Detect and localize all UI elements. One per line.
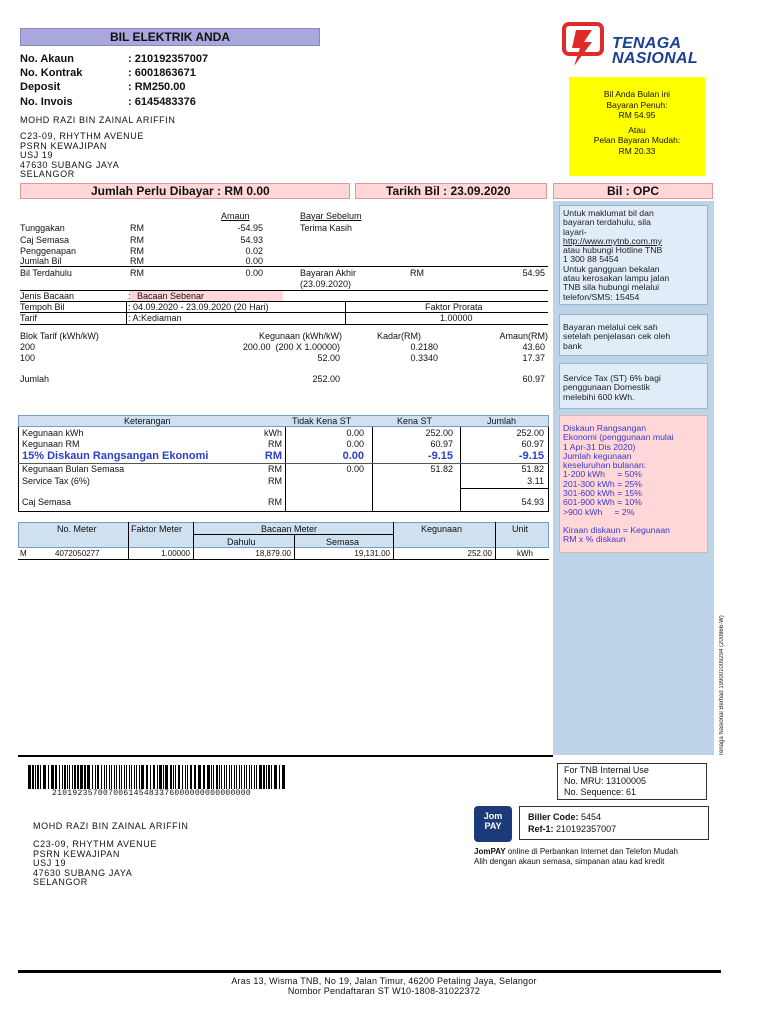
billing-period-label: Tempoh Bil: [20, 302, 65, 312]
jompay-desc: online di Perbankan Internet dan Telefon Mudah: [505, 847, 678, 856]
total-header: Jumlah: [487, 416, 517, 426]
meter-row: [20, 549, 548, 559]
desc-total: 51.82: [521, 464, 544, 474]
side-line: Ekonomi (penggunaan mulai: [563, 432, 674, 443]
charge-amount: 0.02: [245, 246, 263, 256]
tariff-row: [20, 313, 548, 323]
tariff-block-rate: 0.3340: [410, 353, 438, 363]
account-number-label: No. Akaun: [20, 53, 74, 65]
divider: [18, 511, 549, 512]
customer-address: [20, 132, 144, 180]
biller-box: [519, 806, 709, 840]
internal-use-box: [557, 763, 707, 800]
bill-title: BIL ELEKTRIK ANDA: [20, 28, 320, 46]
meter-current: 19,131.00: [354, 549, 390, 558]
jompay-logo-line: PAY: [484, 821, 502, 831]
tariff-block-usage: 200.00 (200 X 1.00000): [242, 342, 340, 352]
charge-amount: -54.95: [237, 223, 263, 233]
jompay-line: [474, 847, 734, 857]
slip-divider: [18, 755, 553, 757]
mru-number: No. MRU: 13100005: [564, 776, 647, 786]
side-line: RM x % diskaun: [563, 534, 626, 545]
side-line: atau hubungi Hotline TNB: [563, 245, 663, 256]
desc-tax: 51.82: [430, 464, 453, 474]
desc-unit: kWh: [264, 428, 282, 438]
tariff-block-h1: Blok Tarif (kWh/kW): [20, 331, 99, 341]
desc-unit: RM: [268, 476, 282, 486]
charge-label: Penggenapan: [20, 246, 77, 256]
footer-registration: Nombor Pendaftaran ST W10-1808-31022372: [287, 986, 481, 996]
side-line: Untuk gangguan bekalan: [563, 263, 660, 274]
description-table-header: [18, 415, 549, 427]
desc-no-tax: 0.00: [346, 439, 364, 449]
reading-type-colon: :: [128, 291, 131, 301]
charge-label: Jumlah Bil: [20, 256, 62, 266]
sequence-number: No. Sequence: 61: [564, 787, 637, 797]
amaun-header: Amaun: [221, 211, 250, 221]
side-line: Service Tax (ST) 6% bagi: [563, 373, 661, 383]
tariff-label: Tarif: [20, 313, 38, 323]
invoice-number-label: No. Invois: [20, 96, 73, 108]
side-line: Bayaran melalui cek sah: [563, 322, 658, 332]
desc-label: 15% Diskaun Rangsangan Ekonomi: [22, 450, 209, 462]
tariff-block-rate: 0.2180: [410, 342, 438, 352]
meter-factor-header: Faktor Meter: [131, 524, 183, 534]
account-number-value: : 210192357007: [128, 53, 209, 65]
account-number-row: [20, 53, 270, 67]
yellow-line: RM 20.33: [618, 145, 656, 156]
address-line: 47630 SUBANG JAYA: [20, 159, 120, 170]
desc-label: Service Tax (6%): [22, 476, 90, 486]
biller-code-value: 5454: [581, 812, 602, 822]
desc-unit: RM: [268, 464, 282, 474]
side-line: setelah penjelasan cek oleh: [563, 331, 671, 342]
tariff-block-header: [20, 331, 548, 341]
meter-usage: 252.00: [467, 549, 492, 558]
tariff-value: : A:Kediaman: [128, 313, 182, 323]
tariff-block-amount: 17.37: [522, 353, 545, 363]
side-info-service-tax: [559, 363, 708, 409]
jompay-brand: JomPAY: [474, 847, 506, 856]
last-payment-label: Bayaran Akhir: [300, 268, 357, 278]
meter-reading-header: Bacaan Meter: [261, 524, 318, 534]
address-line: C23-09, RHYTHM AVENUE: [20, 131, 144, 141]
desc-no-tax: 0.00: [346, 428, 364, 438]
side-info-discount: [559, 415, 708, 553]
side-info-cheque: [559, 314, 708, 356]
barcode-icon: [28, 765, 286, 789]
side-info-contact: [559, 205, 708, 305]
side-line: 601-900 kWh = 10%: [563, 497, 642, 508]
last-payment-date: (23.09.2020): [300, 279, 352, 289]
tariff-block-row: [20, 342, 548, 352]
charge-row: [20, 235, 548, 245]
meter-no-header: No. Meter: [57, 524, 97, 534]
tariff-block-h2: Kegunaan (kWh/kW): [258, 331, 342, 341]
tariff-block-value: 100: [20, 353, 36, 363]
charge-label: Tunggakan: [20, 223, 65, 233]
jompay-info: [474, 847, 734, 866]
tariff-total-usage: 252.00: [312, 374, 340, 384]
meter-factor: 1.00000: [161, 549, 190, 558]
side-line: layari-: [563, 226, 587, 237]
desc-row: [20, 439, 548, 449]
charges-header: [20, 211, 548, 221]
charge-row: [20, 246, 548, 256]
barcode-number: 210192357007006145483376000000000000000: [52, 789, 251, 798]
desc-label: Caj Semasa: [22, 497, 72, 507]
charge-amount: 54.93: [240, 235, 263, 245]
yellow-line: RM 54.95: [618, 110, 656, 121]
slip-customer-name: MOHD RAZI BIN ZAINAL ARIFFIN: [33, 821, 189, 831]
side-line: 1 300 88 5454: [563, 254, 619, 265]
desc-label: Kegunaan kWh: [22, 428, 84, 438]
tariff-block-value: 200: [20, 342, 36, 352]
desc-label: Kegunaan RM: [22, 439, 80, 449]
desc-unit: RM: [268, 439, 282, 449]
desc-no-tax: 0.00: [346, 464, 364, 474]
jompay-logo-icon: [474, 806, 512, 842]
prorata-value: 1.00000: [440, 313, 473, 323]
bill-amount-box: [569, 77, 705, 176]
tariff-block-h3: Kadar(RM): [377, 331, 422, 341]
desc-row: [20, 464, 548, 474]
divider: [548, 427, 549, 512]
side-line: telefon/SMS: 15454: [563, 291, 640, 302]
customer-name: MOHD RAZI BIN ZAINAL ARIFFIN: [20, 115, 176, 125]
company-registration-vertical: Tenaga Nasional Berhad 199001009294 (200866-W): [719, 615, 725, 756]
desc-total: 3.11: [527, 476, 544, 486]
footer-divider: [18, 970, 721, 973]
thank-you-text: Terima Kasih: [300, 223, 353, 233]
reading-type-label: Jenis Bacaan: [20, 291, 75, 301]
meter-number: 4072050277: [55, 549, 100, 558]
deposit-row: [20, 81, 270, 95]
desc-tax: -9.15: [427, 450, 453, 462]
billing-period-row: [20, 302, 548, 312]
logo-line: NASIONAL: [612, 50, 698, 67]
amount-due: Jumlah Perlu Dibayar : RM 0.00: [91, 184, 270, 198]
bill-date: Tarikh Bil : 23.09.2020: [386, 184, 511, 198]
billing-period-value: : 04.09.2020 - 23.09.2020 (20 Hari): [128, 302, 269, 312]
contract-number-label: No. Kontrak: [20, 67, 83, 79]
desc-total: -9.15: [518, 450, 544, 462]
side-line: 1-200 kWh = 50%: [563, 469, 642, 480]
address-line: PSRN KEWAJIPAN: [20, 140, 107, 151]
side-line: 301-600 kWh = 15%: [563, 488, 642, 499]
deposit-value: : RM250.00: [128, 81, 186, 93]
tariff-block-h4: Amaun(RM): [499, 331, 548, 341]
tariff-total-label: Jumlah: [20, 374, 50, 384]
side-line: penggunaan Domestik: [563, 382, 650, 393]
footer: [0, 976, 768, 996]
bayar-sebelum-header: Bayar Sebelum: [300, 211, 362, 221]
desc-tax: 252.00: [425, 428, 453, 438]
charge-currency: RM: [130, 268, 144, 278]
side-line: 1 Apr-31 Dis 2020): [563, 441, 636, 452]
contract-number-row: [20, 67, 270, 81]
desc-unit: RM: [264, 450, 282, 462]
side-line: bayaran terdahulu, sila: [563, 217, 651, 228]
tariff-total-amount: 60.97: [522, 374, 545, 384]
invoice-number-value: : 6145483376: [128, 96, 196, 108]
yellow-line: Bil Anda Bulan ini: [603, 89, 671, 99]
desc-row: [20, 497, 548, 507]
divider: [20, 324, 548, 325]
desc-total: 60.97: [521, 439, 544, 449]
meter-usage-header: Kegunaan: [421, 524, 463, 534]
meter-previous: 18,879.00: [255, 549, 291, 558]
ref-label: Ref-1:: [528, 824, 554, 834]
divider: [18, 427, 19, 512]
side-line: Kiraan diskaun = Kegunaan: [563, 524, 670, 535]
side-line: keseluruhan bulanan:: [563, 460, 647, 471]
meter-type: M: [20, 549, 27, 558]
charge-row: [20, 223, 548, 233]
charge-label: Caj Semasa: [20, 235, 70, 245]
biller-code-row: [528, 811, 700, 823]
address-line: USJ 19: [20, 150, 54, 160]
address-line: C23-09, RHYTHM AVENUE: [33, 839, 157, 849]
address-line: 47630 SUBANG JAYA: [33, 867, 133, 878]
meter-table-header: [18, 522, 549, 548]
no-tax-header: Tidak Kena ST: [292, 416, 352, 426]
internal-title: For TNB Internal Use: [564, 765, 649, 775]
address-line: SELANGOR: [33, 877, 88, 887]
desc-unit: RM: [268, 497, 282, 507]
contract-number-value: : 6001863671: [128, 67, 196, 79]
last-payment-date-row: [20, 279, 548, 289]
meter-unit-header: Unit: [512, 524, 529, 534]
side-line: Diskaun Rangsangan: [563, 423, 647, 433]
slip-customer-address: [33, 840, 157, 888]
ref-value: 210192357007: [556, 824, 617, 834]
side-line: TNB sila hubungi melalui: [563, 282, 660, 293]
side-line: http://www.mytnb.com.my: [563, 235, 662, 246]
side-line: melebihi 600 kWh.: [563, 391, 635, 402]
jompay-logo-line: Jom: [483, 811, 503, 821]
charge-label: Bil Terdahulu: [20, 268, 72, 278]
bill-date-bar: [355, 183, 547, 199]
meter-current-header: Semasa: [326, 537, 360, 547]
desc-row: [20, 476, 548, 486]
yellow-line: Atau: [628, 124, 646, 135]
yellow-line: Bayaran Penuh:: [606, 99, 668, 110]
desc-tax: 60.97: [430, 439, 453, 449]
desc-no-tax: 0.00: [342, 450, 364, 462]
desc-label: Kegunaan Bulan Semasa: [22, 464, 125, 474]
desc-total: 54.93: [521, 497, 544, 507]
charge-amount: 0.00: [245, 256, 263, 266]
tariff-block-usage: 52.00: [317, 353, 340, 363]
charge-currency: RM: [130, 235, 144, 245]
side-line: Jumlah kegunaan: [563, 450, 632, 461]
tax-header: Kena ST: [397, 416, 433, 426]
desc-row: [20, 428, 548, 438]
prorata-label: Faktor Prorata: [425, 302, 483, 312]
desc-header: Keterangan: [124, 416, 171, 426]
tariff-block-total-row: [20, 374, 548, 384]
charge-currency: RM: [130, 246, 144, 256]
side-line: 201-300 kWh = 25%: [563, 478, 642, 489]
tariff-block-amount: 43.60: [522, 342, 545, 352]
divider: [460, 488, 549, 489]
charge-amount: 0.00: [245, 268, 263, 278]
meter-unit: kWh: [517, 549, 533, 558]
charge-row: [20, 268, 548, 278]
side-line: atau kerosakan lampu jalan: [563, 273, 670, 284]
bill-type-bar: Bil : OPC: [553, 183, 713, 199]
biller-code-label: Biller Code:: [528, 812, 579, 822]
yellow-line: Pelan Bayaran Mudah:: [593, 135, 681, 146]
last-payment-amount: 54.95: [522, 268, 545, 278]
address-line: SELANGOR: [20, 169, 75, 179]
jompay-line: Alih dengan akaun semasa, simpanan atau kad kredit: [474, 856, 665, 866]
meter-previous-header: Dahulu: [227, 537, 256, 547]
address-line: PSRN KEWAJIPAN: [33, 848, 120, 859]
last-payment-currency: RM: [410, 268, 424, 278]
footer-address: Aras 13, Wisma TNB, No 19, Jalan Timur, 46200 Petaling Jaya, Selangor: [231, 976, 537, 986]
reading-type-value: Bacaan Sebenar: [137, 291, 205, 301]
side-line: >900 kWh = 2%: [563, 506, 635, 517]
charge-row: [20, 256, 548, 266]
deposit-label: Deposit: [20, 81, 61, 93]
desc-row-discount: [20, 450, 548, 463]
tnb-logo-text: [612, 36, 698, 66]
side-line: Untuk maklumat bil dan: [563, 208, 654, 218]
divider: [20, 266, 548, 267]
reading-type-row: [20, 291, 548, 301]
address-line: USJ 19: [33, 858, 67, 868]
divider: [18, 559, 549, 560]
charge-currency: RM: [130, 256, 144, 266]
side-line: bank: [563, 340, 582, 351]
ref-row: [528, 823, 700, 835]
charge-currency: RM: [130, 223, 144, 233]
amount-due-bar: [20, 183, 350, 199]
logo-line: TENAGA: [612, 35, 682, 52]
tariff-block-row: [20, 353, 548, 363]
invoice-number-row: [20, 96, 270, 110]
desc-total: 252.00: [516, 428, 544, 438]
divider: [193, 534, 393, 535]
